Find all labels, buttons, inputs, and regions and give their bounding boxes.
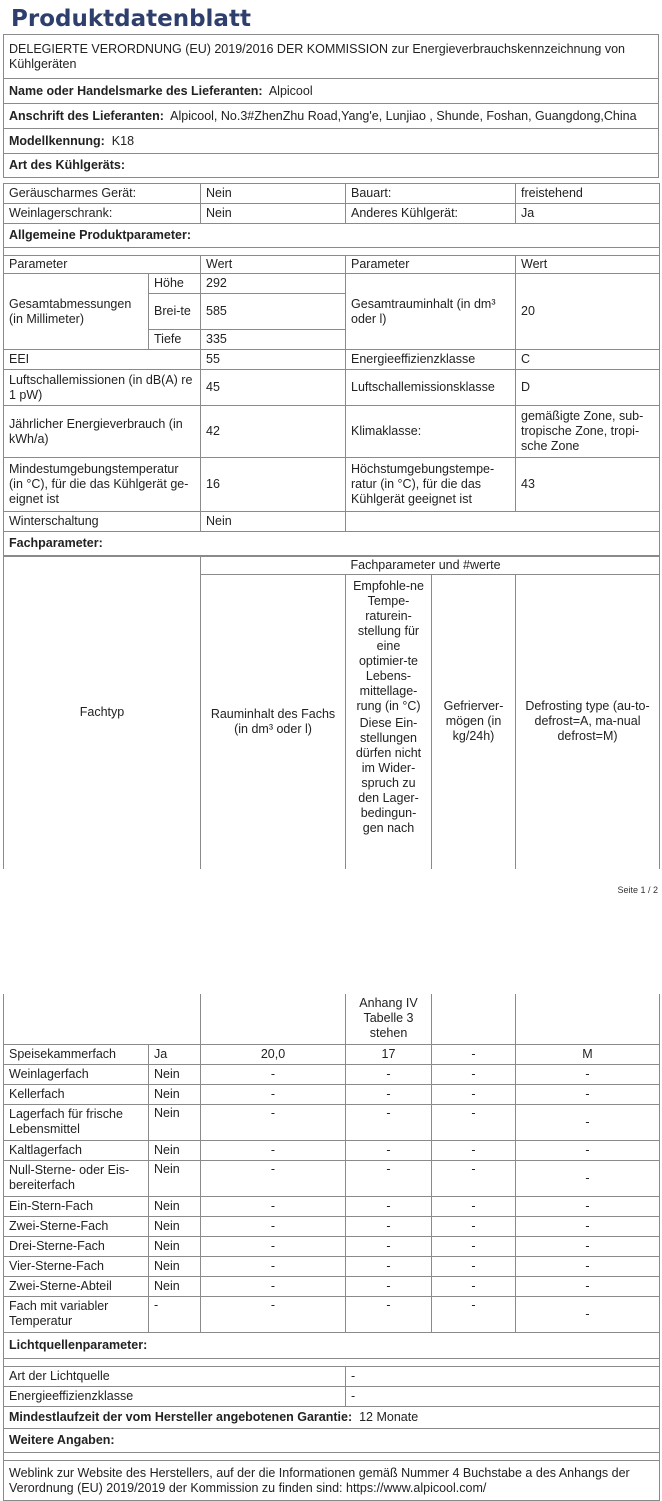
- dims-label: Gesamtabmessungen (in Millimeter): [4, 274, 149, 350]
- page-2: [3, 994, 659, 1501]
- light-class-label: Energieeffizienzklasse: [4, 1387, 346, 1407]
- compartment-present: Nein: [149, 1064, 201, 1084]
- light-class-value: -: [346, 1387, 660, 1407]
- compartment-row: [4, 1044, 660, 1064]
- eclass-value: C: [516, 350, 660, 370]
- climate-value: gemäßigte Zone, sub-tropische Zone, tropi-sche Zone: [516, 406, 660, 458]
- compartment-defrost: -: [516, 1196, 660, 1216]
- winter-label: Winterschaltung: [4, 512, 201, 532]
- col-value-2: Wert: [516, 256, 660, 274]
- compartment-temp: -: [346, 1084, 432, 1104]
- noiseclass-label: Luftschallemissionsklasse: [346, 370, 516, 406]
- type-label-2: Bauart:: [346, 184, 516, 204]
- type-heading: Art des Kühlgeräts:: [4, 154, 659, 178]
- compartment-temp: -: [346, 1160, 432, 1196]
- compartment-volume: -: [201, 1276, 346, 1296]
- supplier-address-value: Alpicool, No.3#ZhenZhu Road,Yang'e, Lunjiao , Shunde, Foshan, Guangdong,China: [170, 109, 636, 123]
- height-label: Höhe: [149, 274, 201, 294]
- type-label-4: Anderes Kühlgerät:: [346, 204, 516, 224]
- general-table: [3, 183, 660, 556]
- type-label-3: Weinlagerschrank:: [4, 204, 201, 224]
- header-table: [3, 34, 659, 178]
- compartment-header-table: [3, 556, 660, 869]
- mintemp-value: 16: [201, 458, 346, 512]
- type-value-2: freistehend: [516, 184, 660, 204]
- maxtemp-value: 43: [516, 458, 660, 512]
- maxtemp-label: Höchstumgebungstempe-ratur (in °C), für die das Kühlgerät geeignet ist: [346, 458, 516, 512]
- compartment-row: [4, 1216, 660, 1236]
- compartment-temp: -: [346, 1064, 432, 1084]
- light-table: [3, 1333, 660, 1501]
- compartment-name: Zwei-Sterne-Fach: [4, 1216, 149, 1236]
- depth-value: 335: [201, 330, 346, 350]
- compartment-freeze: -: [432, 1104, 516, 1140]
- page-number: Seite 1 / 2: [617, 885, 658, 895]
- compartment-name: Drei-Sterne-Fach: [4, 1236, 149, 1256]
- compartment-name: Null-Sterne- oder Eis-bereiterfach: [4, 1160, 149, 1196]
- further-heading: Weitere Angaben:: [4, 1429, 660, 1453]
- supplier-name-row: [4, 79, 659, 104]
- type-value-3: Nein: [201, 204, 346, 224]
- warranty-value: 12 Monate: [359, 1410, 418, 1424]
- compartment-name: Zwei-Sterne-Abteil: [4, 1276, 149, 1296]
- volume-value: 20: [516, 274, 660, 350]
- param-group-header: Fachparameter und #werte: [346, 557, 660, 575]
- compartment-name: Vier-Sterne-Fach: [4, 1256, 149, 1276]
- compartment-freeze: -: [432, 1064, 516, 1084]
- compartment-volume: -: [201, 1064, 346, 1084]
- type-value-1: Nein: [201, 184, 346, 204]
- fachtyp-header: Fachtyp: [4, 557, 201, 869]
- compartment-defrost: -: [516, 1256, 660, 1276]
- compartment-temp: -: [346, 1296, 432, 1332]
- supplier-name-value: Alpicool: [269, 84, 313, 98]
- compartment-freeze: -: [432, 1276, 516, 1296]
- temp-header-part-a: Empfohle-ne Tempe-raturein-stellung für eine optimier-te Lebens-mittellage-rung (in °C): [351, 579, 426, 714]
- compartment-row: [4, 1276, 660, 1296]
- compartment-name: Kellerfach: [4, 1084, 149, 1104]
- model-value: K18: [112, 134, 134, 148]
- energy-value: 42: [201, 406, 346, 458]
- compartment-temp: -: [346, 1276, 432, 1296]
- general-heading: Allgemeine Produktparameter:: [4, 224, 660, 248]
- height-value: 292: [201, 274, 346, 294]
- eei-value: 55: [201, 350, 346, 370]
- compartment-present: Nein: [149, 1104, 201, 1140]
- compartment-present: Nein: [149, 1140, 201, 1160]
- width-value: 585: [201, 294, 346, 330]
- compartment-volume: 20,0: [201, 1044, 346, 1064]
- compartment-volume: -: [201, 1196, 346, 1216]
- temp-header-part-b: Diese Ein-stellungen dürfen nicht im Wider-spruch zu den Lager-bedingun-gen nach: [351, 716, 426, 836]
- col-value-1: Wert: [201, 256, 346, 274]
- compartment-temp: -: [346, 1236, 432, 1256]
- noise-value: 45: [201, 370, 346, 406]
- compartment-temp: -: [346, 1216, 432, 1236]
- compartment-present: Nein: [149, 1276, 201, 1296]
- warranty-label: Mindestlaufzeit der vom Hersteller angebotenen Garantie:: [9, 1410, 352, 1424]
- compartment-freeze: -: [432, 1296, 516, 1332]
- compartment-present: Nein: [149, 1236, 201, 1256]
- compartment-freeze: -: [432, 1140, 516, 1160]
- compartment-table: [3, 994, 660, 1333]
- compartment-name: Weinlagerfach: [4, 1064, 149, 1084]
- temp-header-part-c: Anhang IV Tabelle 3 stehen: [346, 994, 432, 1044]
- col-parameter-2: Parameter: [346, 256, 516, 274]
- compartment-temp: 17: [346, 1044, 432, 1064]
- compartment-present: Nein: [149, 1196, 201, 1216]
- width-label: Brei-te: [149, 294, 201, 330]
- compartment-volume: -: [201, 1236, 346, 1256]
- compartment-name: Fach mit variabler Temperatur: [4, 1296, 149, 1332]
- volume-label: Gesamtrauminhalt (in dm³ oder l): [346, 274, 516, 350]
- compartment-defrost: -: [516, 1236, 660, 1256]
- compartment-row: [4, 1140, 660, 1160]
- compartment-freeze: -: [432, 1084, 516, 1104]
- supplier-address-row: [4, 104, 659, 129]
- compartment-defrost: -: [516, 1296, 660, 1332]
- compartment-defrost: -: [516, 1160, 660, 1196]
- energy-label: Jährlicher Energieverbrauch (in kWh/a): [4, 406, 201, 458]
- compartment-freeze: -: [432, 1236, 516, 1256]
- page-title: Produktdatenblatt: [3, 0, 659, 34]
- compartment-temp: -: [346, 1196, 432, 1216]
- compartment-row: [4, 1236, 660, 1256]
- compartment-present: Nein: [149, 1084, 201, 1104]
- compartment-defrost: -: [516, 1084, 660, 1104]
- eei-label: EEI: [4, 350, 201, 370]
- regulation-text: DELEGIERTE VERORDNUNG (EU) 2019/2016 DER KOMMISSION zur Energieverbrauchskennzeichnung von Kühlgeräten: [4, 35, 659, 79]
- light-type-value: -: [346, 1367, 660, 1387]
- climate-label: Klimaklasse:: [346, 406, 516, 458]
- compartment-present: Nein: [149, 1160, 201, 1196]
- compartment-freeze: -: [432, 1160, 516, 1196]
- type-value-4: Ja: [516, 204, 660, 224]
- compartment-volume: -: [201, 1296, 346, 1332]
- compartment-name: Ein-Stern-Fach: [4, 1196, 149, 1216]
- compartment-heading: Fachparameter:: [4, 532, 660, 556]
- col-parameter-1: Parameter: [4, 256, 201, 274]
- compartment-present: Nein: [149, 1256, 201, 1276]
- compartment-defrost: M: [516, 1044, 660, 1064]
- compartment-present: Nein: [149, 1216, 201, 1236]
- compartment-row: [4, 1064, 660, 1084]
- compartment-defrost: -: [516, 1064, 660, 1084]
- compartment-defrost: -: [516, 1140, 660, 1160]
- compartment-row: [4, 1160, 660, 1196]
- light-heading: Lichtquellenparameter:: [4, 1333, 660, 1359]
- further-text: Weblink zur Website des Herstellers, auf der die Informationen gemäß Nummer 4 Buchstabe a des Anhangs der Verordnung (EU) 2019/2019 der Kommission zu finden sind: https://www.alpicool.com/: [4, 1461, 660, 1501]
- noiseclass-value: D: [516, 370, 660, 406]
- compartment-row: [4, 1256, 660, 1276]
- compartment-temp: -: [346, 1256, 432, 1276]
- compartment-defrost: -: [516, 1104, 660, 1140]
- supplier-address-label: Anschrift des Lieferanten:: [9, 109, 164, 123]
- compartment-row: [4, 1084, 660, 1104]
- compartment-name: Speisekammerfach: [4, 1044, 149, 1064]
- compartment-volume: -: [201, 1104, 346, 1140]
- compartment-defrost: -: [516, 1276, 660, 1296]
- noise-label: Luftschallemissionen (in dB(A) re 1 pW): [4, 370, 201, 406]
- compartment-volume: -: [201, 1216, 346, 1236]
- compartment-row: [4, 1196, 660, 1216]
- compartment-volume: -: [201, 1140, 346, 1160]
- supplier-name-label: Name oder Handelsmarke des Lieferanten:: [9, 84, 263, 98]
- type-label-1: Geräuscharmes Gerät:: [4, 184, 201, 204]
- compartment-present: -: [149, 1296, 201, 1332]
- compartment-row: [4, 1104, 660, 1140]
- compartment-name: Lagerfach für frische Lebensmittel: [4, 1104, 149, 1140]
- depth-label: Tiefe: [149, 330, 201, 350]
- compartment-name: Kaltlagerfach: [4, 1140, 149, 1160]
- compartment-volume: -: [201, 1160, 346, 1196]
- compartment-row: [4, 1296, 660, 1332]
- compartment-temp: -: [346, 1140, 432, 1160]
- model-label: Modellkennung:: [9, 134, 105, 148]
- eclass-label: Energieeffizienzklasse: [346, 350, 516, 370]
- temp-header: [346, 575, 432, 869]
- compartment-freeze: -: [432, 1216, 516, 1236]
- freeze-header: Gefrierver-mögen (in kg/24h): [432, 575, 516, 869]
- winter-value: Nein: [201, 512, 346, 532]
- mintemp-label: Mindestumgebungstemperatur (in °C), für die das Kühlgerät ge-eignet ist: [4, 458, 201, 512]
- compartment-temp: -: [346, 1104, 432, 1140]
- defrost-header: Defrosting type (au-to-defrost=A, ma-nual defrost=M): [516, 575, 660, 869]
- compartment-freeze: -: [432, 1256, 516, 1276]
- page-1: [3, 0, 659, 869]
- compartment-defrost: -: [516, 1216, 660, 1236]
- compartment-volume: -: [201, 1256, 346, 1276]
- compartment-volume: -: [201, 1084, 346, 1104]
- compartment-freeze: -: [432, 1196, 516, 1216]
- volume-header: Rauminhalt des Fachs (in dm³ oder l): [201, 575, 346, 869]
- compartment-freeze: -: [432, 1044, 516, 1064]
- model-row: [4, 129, 659, 154]
- light-type-label: Art der Lichtquelle: [4, 1367, 346, 1387]
- compartment-present: Ja: [149, 1044, 201, 1064]
- warranty-row: [4, 1407, 660, 1429]
